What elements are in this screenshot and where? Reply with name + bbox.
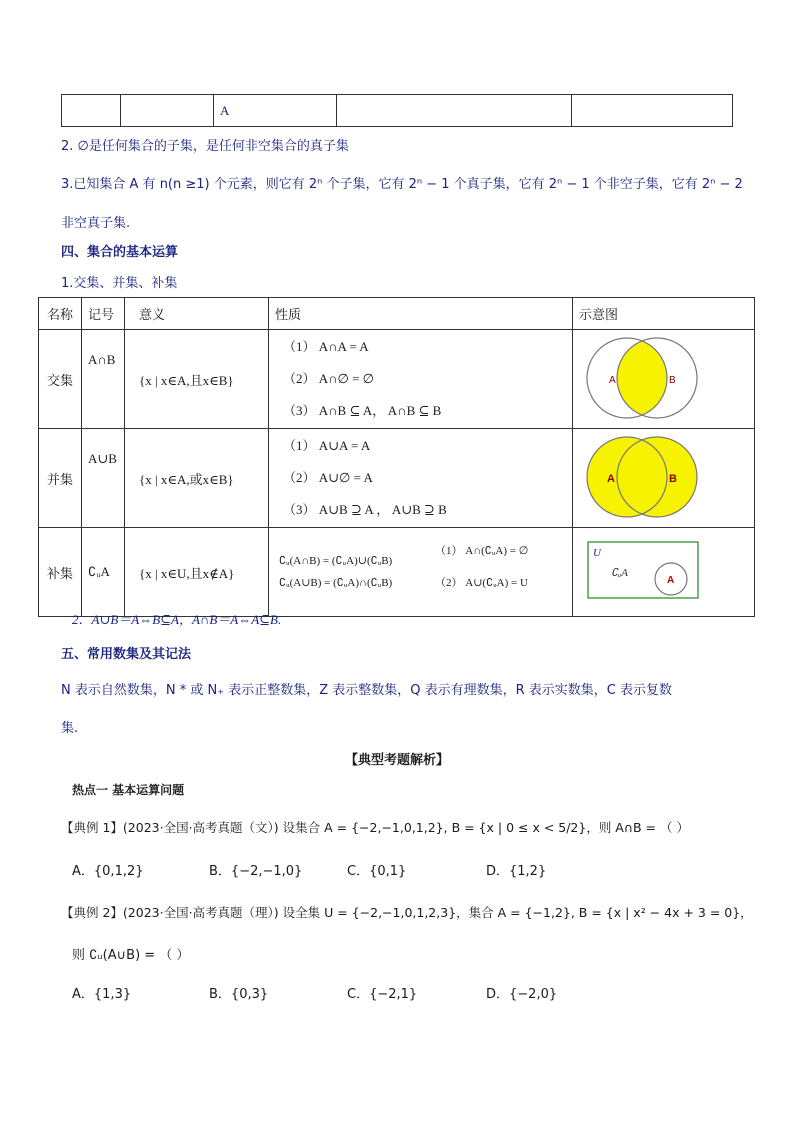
property-line: （3） A∪B ⊇ A ， A∪B ⊇ B <box>283 502 447 517</box>
property-line: （2） A∪∅ = A <box>283 470 373 485</box>
property-line: ∁ᵤ(A∪B) = (∁ᵤA)∩(∁ᵤB) <box>279 577 393 589</box>
venn-union-diagram <box>573 429 743 523</box>
property-line: ∁ᵤ(A∩B) = (∁ᵤA)∪(∁ᵤB) <box>279 555 393 567</box>
section4-title: 四、集合的基本运算 <box>61 245 179 260</box>
row-name: 并集 <box>39 429 82 528</box>
top-cell-5 <box>572 95 733 127</box>
top-cell-4 <box>337 95 572 127</box>
example1-option-d: D．{1,2} <box>486 864 547 879</box>
table-header-row <box>39 298 755 330</box>
header-meaning: 意义 <box>125 298 269 330</box>
table-row <box>39 429 755 528</box>
table-row <box>39 528 755 617</box>
section-heading: 【典型考题解析】 <box>344 753 449 768</box>
header-diagram: 示意图 <box>573 298 755 330</box>
header-property: 性质 <box>269 298 573 330</box>
venn-label-u: U <box>593 547 601 559</box>
venn-label-b: B <box>669 375 676 386</box>
property-line: （1） A∩A = A <box>283 339 369 354</box>
example2-option-d: D．{−2,0} <box>486 987 558 1002</box>
note-equivalence: 2．A∪B＝A⇔B⊆A，A∩B＝A⇔A⊆B. <box>72 612 282 627</box>
venn-label-a: A <box>667 575 675 586</box>
venn-union-cell <box>573 429 755 528</box>
row-meaning: {x | x∈A,或x∈B} <box>125 429 269 528</box>
row-name: 补集 <box>39 528 82 617</box>
example2-option-a: A．{1,3} <box>72 987 132 1002</box>
example1-option-b: B．{−2,−1,0} <box>209 864 303 879</box>
note-subset-count: 3.已知集合 A 有 n(n ≥1) 个元素，则它有 2ⁿ 个子集，它有 2ⁿ − 1 个真子集，它有 2ⁿ − 1 个非空子集，它有 2ⁿ − 2 <box>61 177 743 192</box>
venn-complement-diagram <box>573 528 743 612</box>
section4-subtitle: 1.交集、并集、补集 <box>61 276 178 291</box>
venn-intersection-diagram <box>573 330 743 424</box>
header-name: 名称 <box>39 298 82 330</box>
example1-option-a: A．{0,1,2} <box>72 864 144 879</box>
property-line: （2） A∪(∁ᵤA) = U <box>435 577 528 589</box>
example1-option-c: C．{0,1} <box>347 864 407 879</box>
example2-stem-cont: 则 ∁ᵤ(A∪B) = （ ） <box>72 948 190 963</box>
section5-title: 五、常用数集及其记法 <box>61 647 192 662</box>
row-properties <box>269 528 573 617</box>
property-line: （1） A∩(∁ᵤA) = ∅ <box>435 545 529 557</box>
row-symbol: A∪B <box>82 429 125 528</box>
example1-stem: 【典例 1】(2023·全国·高考真题（文）) 设集合 A = {−2,−1,0,1,2}, B = {x | 0 ≤ x < 5/2}，则 A∩B = （ ） <box>61 820 689 835</box>
property-line: （1） A∪A = A <box>283 438 371 453</box>
row-symbol: ∁ᵤA <box>82 528 125 617</box>
venn-label-complement: ∁ᵤA <box>611 567 628 579</box>
venn-label-a: A <box>609 375 616 386</box>
venn-label-a: A <box>607 473 615 485</box>
row-meaning: {x | x∈A,且x∈B} <box>125 330 269 429</box>
top-table <box>61 94 733 127</box>
section5-line-cont: 集. <box>61 721 79 736</box>
row-properties <box>269 429 573 528</box>
property-line: （2） A∩∅ = ∅ <box>283 371 375 386</box>
section5-line: N 表示自然数集，N * 或 N₊ 表示正整数集，Z 表示整数集，Q 表示有理数集，R 表示实数集，C 表示复数 <box>61 683 672 698</box>
top-cell-1 <box>62 95 121 127</box>
top-cell-2 <box>121 95 214 127</box>
row-name: 交集 <box>39 330 82 429</box>
example2-option-b: B．{0,3} <box>209 987 269 1002</box>
note-empty-set: 2. ∅是任何集合的子集，是任何非空集合的真子集 <box>61 139 349 154</box>
venn-intersection-cell <box>573 330 755 429</box>
note-subset-count-cont: 非空真子集. <box>61 216 131 231</box>
example2-stem: 【典例 2】(2023·全国·高考真题（理）) 设全集 U = {−2,−1,0,1,2,3}，集合 A = {−1,2}, B = {x | x² − 4x + 3 = 0}， <box>61 905 753 920</box>
row-properties <box>269 330 573 429</box>
top-cell-3: A <box>214 95 337 127</box>
hot-topic-title: 热点一 基本运算问题 <box>72 783 185 797</box>
header-symbol: 记号 <box>82 298 125 330</box>
set-operations-table <box>38 297 755 617</box>
venn-complement-cell <box>573 528 755 617</box>
venn-label-b: B <box>669 473 677 485</box>
row-symbol: A∩B <box>82 330 125 429</box>
example2-option-c: C．{−2,1} <box>347 987 418 1002</box>
row-meaning: {x | x∈U,且x∉A} <box>125 528 269 617</box>
property-line: （3） A∩B ⊆ A， A∩B ⊆ B <box>283 403 442 418</box>
table-row <box>39 330 755 429</box>
